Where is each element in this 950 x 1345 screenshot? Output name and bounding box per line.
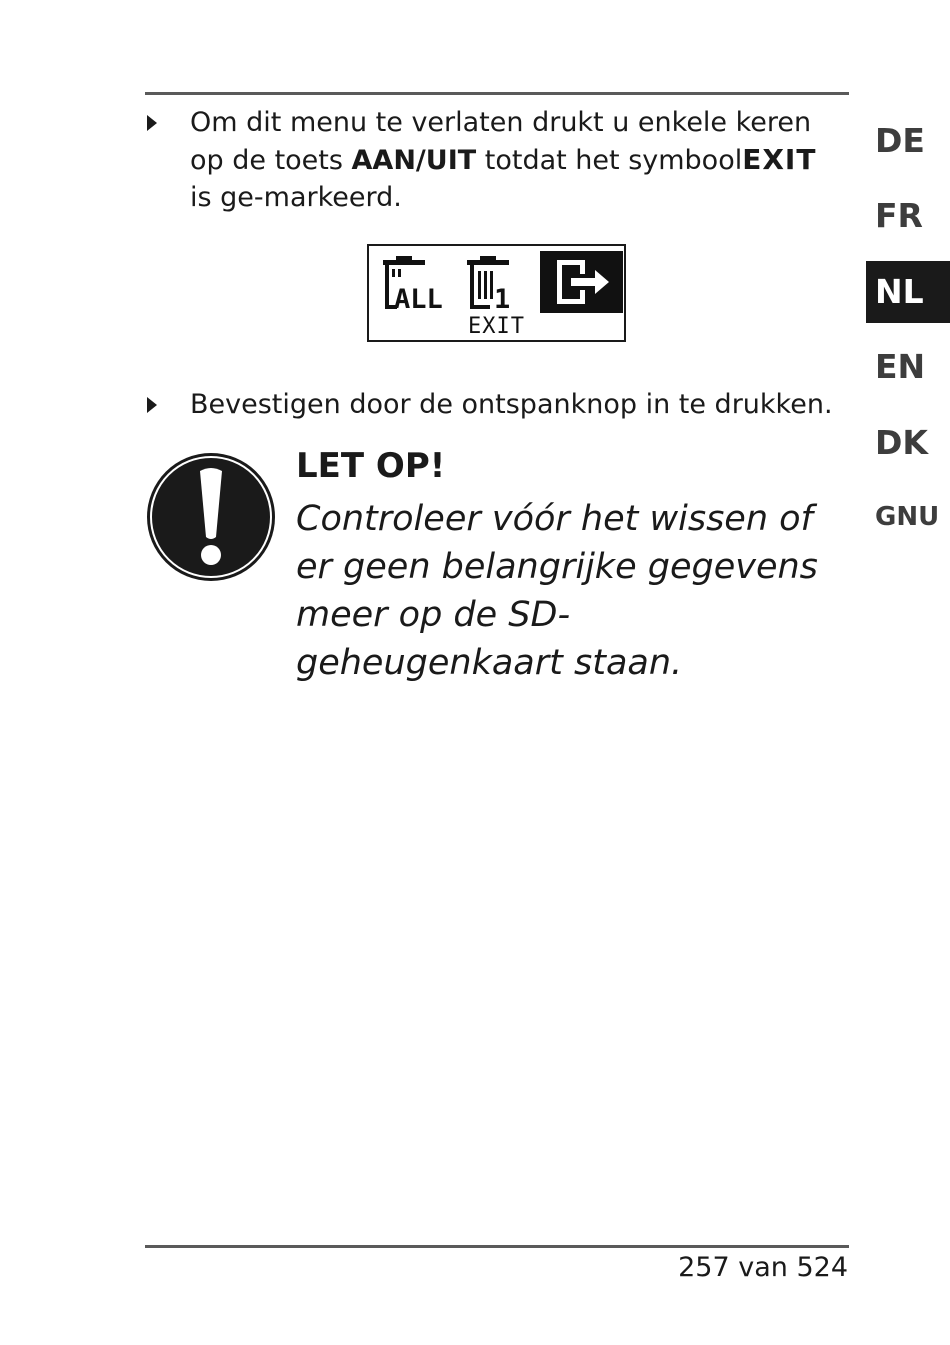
- top-divider: [145, 92, 849, 95]
- instruction-text: Om dit menu te verlaten drukt u enkele keren op de toets AAN/UIT totdat het symboolEXIT is ge-markeerd.: [190, 107, 817, 213]
- bullet-arrow-icon: [147, 115, 157, 131]
- lang-tab-fr[interactable]: FR: [875, 196, 923, 235]
- key-name: AAN/UIT: [351, 145, 477, 176]
- lang-tab-gnu[interactable]: GNU: [875, 502, 940, 532]
- warning-title: LET OP!: [296, 446, 446, 486]
- page-number: 257 van 524: [678, 1252, 848, 1283]
- lang-tab-dk[interactable]: DK: [875, 423, 928, 462]
- camera-display-illustration: [367, 244, 626, 342]
- lang-tab-en[interactable]: EN: [875, 347, 926, 386]
- lang-tab-nl[interactable]: NL: [866, 261, 950, 323]
- warning-body: Controleer vóór het wissen of er geen belangrijke gegevens meer op de SD-geheugenkaart staan.: [296, 499, 818, 683]
- exit-icon: [540, 251, 623, 313]
- instruction-confirm: [145, 386, 845, 423]
- instruction-text: Bevestigen door de ontspanknop in te drukken.: [190, 389, 833, 420]
- symbol-name: EXIT: [742, 143, 817, 176]
- instruction-exit-menu: [145, 104, 845, 216]
- display-exit-label: EXIT: [468, 314, 525, 339]
- delete-all-icon: [383, 256, 443, 315]
- svg-text:1: 1: [494, 284, 511, 315]
- bullet-arrow-icon: [147, 397, 157, 413]
- bottom-divider: [145, 1245, 849, 1248]
- svg-text:ALL: ALL: [394, 284, 443, 315]
- delete-one-icon: [467, 256, 510, 315]
- exclamation-warning-icon: [145, 451, 277, 583]
- lang-tab-de[interactable]: DE: [875, 121, 925, 160]
